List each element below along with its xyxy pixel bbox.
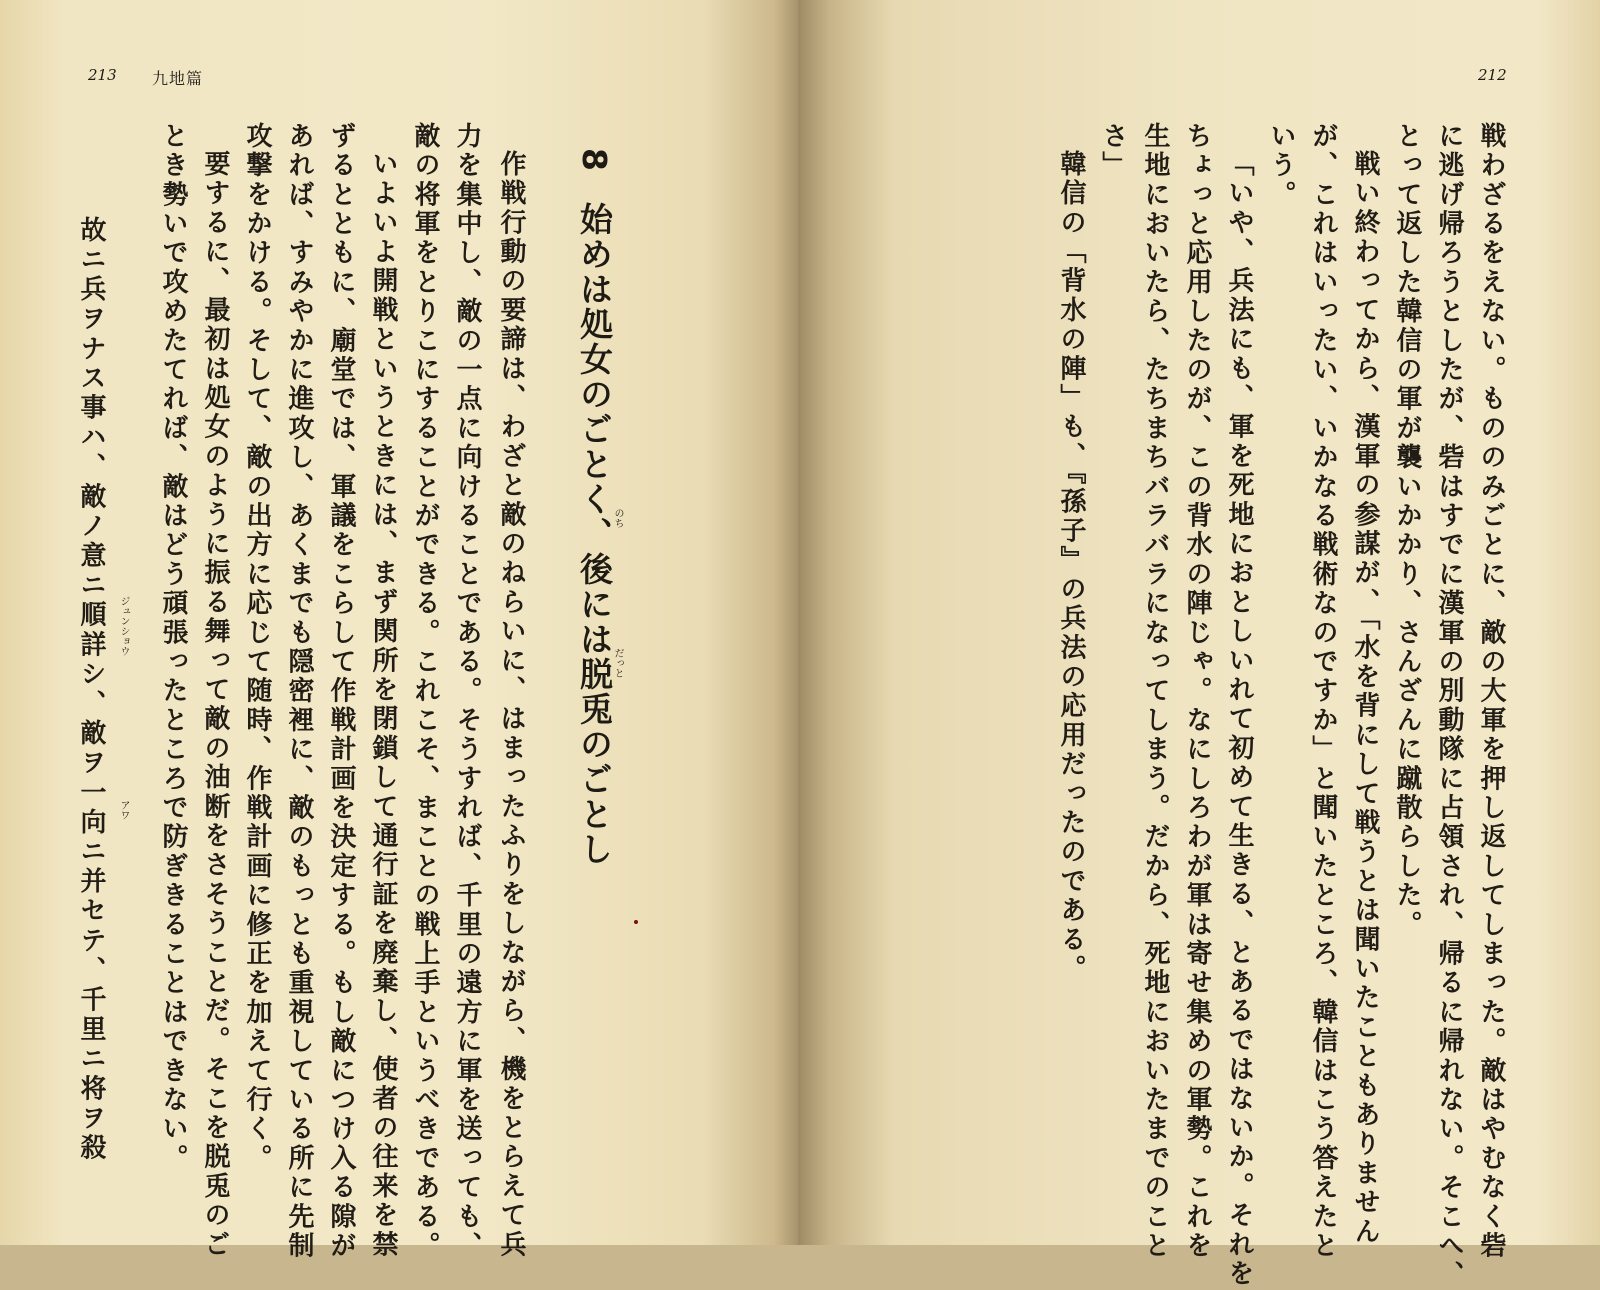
body-line-2: に逃げ帰ろうとしたが、砦はすでに漢軍の別動隊に占領され、帰るに帰れない。そこへ、	[1434, 122, 1464, 1290]
body-line-11: 韓信の「背水の陣」も、『孫子』の兵法の応用だったのである。	[1056, 150, 1086, 984]
body-line-5: が、これはいったい、いかなる戦術なのですか」と聞いたところ、韓信はこう答えたと	[1308, 122, 1338, 1261]
body-line-1: 作戦行動の要諦は、わざと敵のねらいに、はまったふりをしながら、機をとらえて兵	[496, 150, 526, 1260]
ruby-datsuto: だっと	[612, 648, 623, 678]
ruby-awa: アワ	[118, 800, 129, 820]
page-number-212: 212	[1478, 66, 1507, 84]
section-title: 始めは処女のごとく、後には脱兎のごとし	[575, 202, 614, 867]
page-number-213: 213	[88, 66, 117, 84]
body-line-4: いよいよ開戦というときには、まず関所を閉鎖して通行証を廃棄し、使者の往来を禁	[368, 150, 398, 1260]
ink-speck	[634, 920, 638, 924]
body-line-8: ちょっと応用したのが、この背水の陣じゃ。なにしろわが軍は寄せ集めの軍勢。これを	[1182, 122, 1212, 1261]
body-line-7: 攻撃をかける。そして、敵の出方に応じて随時、作戦計画に修正を加えて行く。	[242, 122, 272, 1174]
body-line-7: 「いや、兵法にも、軍を死地におとしいれて初めて生きる、とあるではないか。それを	[1224, 150, 1254, 1289]
right-page	[798, 0, 1600, 1290]
body-line-9: とき勢いで攻めたてれば、敵はどう頑張ったところで防ぎきることはできない。	[158, 122, 188, 1174]
body-line-2: 力を集中し、敵の一点に向けることである。そうすれば、千里の遠方に軍を送っても、	[452, 122, 482, 1261]
body-line-6: いう。	[1266, 122, 1296, 210]
body-line-8: 要するに、最初は処女のように振る舞って敵の油断をさそうことだ。そこを脱兎のご	[200, 150, 230, 1260]
ruby-junshou: ジュンショウ	[118, 596, 129, 656]
left-page	[0, 0, 798, 1261]
body-line-4: 戦い終わってから、漢軍の参謀が、「水を背にして戦うとは聞いたこともありません	[1350, 150, 1380, 1247]
body-line-10: さ」	[1098, 122, 1128, 181]
section-number: 8	[575, 148, 614, 173]
body-line-9: 生地においたら、たちまちバラバラになってしまう。だから、死地においたまでのこと	[1140, 122, 1170, 1261]
classical-quote-line: 故ニ兵ヲナス事ハ、敵ノ意ニ順詳シ、敵ヲ一向ニ并セテ、千里ニ将ヲ殺	[76, 216, 106, 1164]
body-line-1: 戦わざるをえない。もののみごとに、敵の大軍を押し返してしまった。敵はやむなく砦	[1476, 122, 1506, 1261]
running-head: 九地篇	[152, 69, 204, 88]
body-line-3: とって返した韓信の軍が襲いかかり、さんざんに蹴散らした。	[1392, 122, 1422, 940]
body-line-3: 敵の将軍をとりこにすることができる。これこそ、まことの戦上手というべきである。	[410, 122, 440, 1261]
body-line-5: ずるとともに、廟堂では、軍議をこらして作戦計画を決定する。もし敵につけ入る隙が	[326, 122, 356, 1261]
ruby-nochi: のち	[612, 508, 623, 528]
body-line-6: あれば、すみやかに進攻し、あくまでも隠密裡に、敵のもっとも重視している所に先制	[284, 122, 314, 1261]
